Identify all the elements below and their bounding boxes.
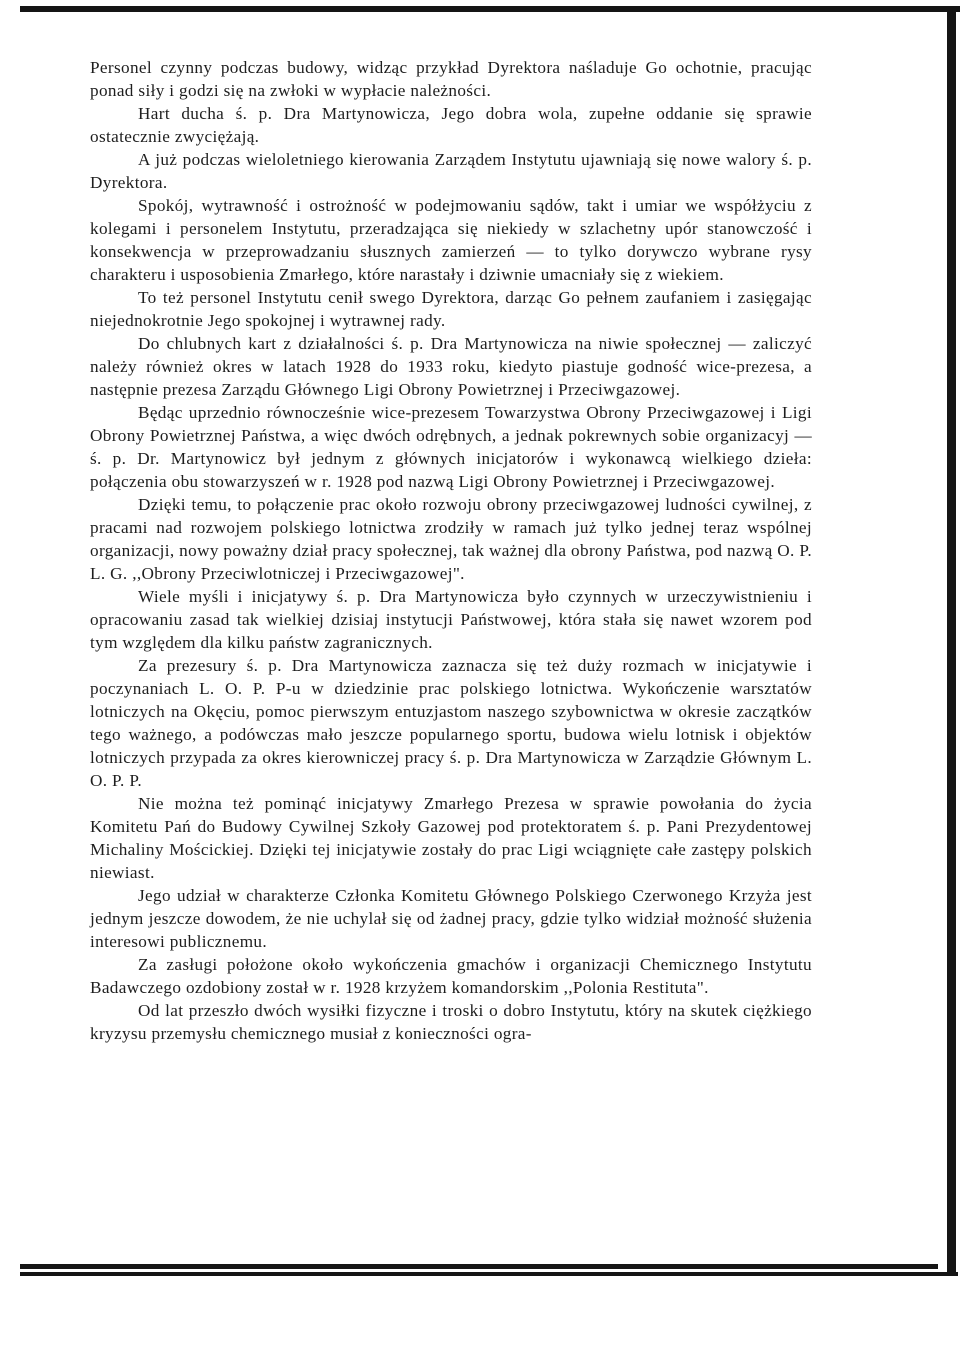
- paragraph: Za zasługi położone około wykończenia gmachów i organizacji Chemicznego Instytutu Badawczego ozdobiony został w r. 1928 krzyżem komandorskim ,,Polonia Restituta".: [90, 955, 812, 997]
- paragraph: Za prezesury ś. p. Dra Martynowicza zaznacza się też duży rozmach w inicjatywie i poczynaniach L. O. P. P-u w dziedzinie prac polskiego lotnictwa. Wykończenie warsztatów lotniczych na Okęciu, pomoc pierwszym entuzjastom naszego szybownictwa w okresie zaczątków tego ważnego, a podówczas mało jeszcze popularnego sportu, budowa wielu lotnisk i objektów lotniczych przypada za okres kierowniczej pracy ś. p. Dra Martynowicza w Zarządzie Głównym L. O. P. P.: [90, 656, 812, 790]
- paragraph: Personel czynny podczas budowy, widząc przykład Dyrektora naśladuje Go ochotnie, pracując ponad siły i godzi się na zwłoki w wypłacie należności.: [90, 58, 812, 100]
- top-border-rule: [20, 6, 960, 12]
- bottom-border-rule: [20, 1264, 938, 1269]
- paragraph: Dzięki temu, to połączenie prac około rozwoju obrony przeciwgazowej ludności cywilnej, z pracami nad rozwojem polskiego lotnictwa zrodziły w ramach już tylko jednej teraz wspólnej organizacji, nowy poważny dział pracy społecznej, tak ważnej dla obrony Państwa, pod nazwą O. P. L. G. ,,Obrony Przeciwlotniczej i Przeciwgazowej".: [90, 495, 812, 583]
- paragraph: Będąc uprzednio równocześnie wice-prezesem Towarzystwa Obrony Przeciwgazowej i Ligi Obrony Powietrznej Państwa, a więc dwóch odrębnych, a jednak pokrewnych sobie organizacyj — ś. p. Dr. Martynowicz był jednym z głównych inicjatorów i wykonawcą wielkiego dzieła: połączenia obu stowarzyszeń w r. 1928 pod nazwą Ligi Obrony Powietrznej i Przeciwgazowej.: [90, 403, 812, 491]
- paragraph: Do chlubnych kart z działalności ś. p. Dra Martynowicza na niwie społecznej — zaliczyć należy również okres w latach 1928 do 1933 roku, kiedyto piastuje godność wice-prezesa, a następnie prezesa Zarządu Głównego Ligi Obrony Powietrznej i Przeciwgazowej.: [90, 334, 812, 399]
- paragraph: Wiele myśli i inicjatywy ś. p. Dra Martynowicza było czynnych w urzeczywistnieniu i opracowaniu zasad tak wielkiej dzisiaj instytucji Państwowej, która stała się nawet wzorem pod tym względem dla kilku państw zagranicznych.: [90, 587, 812, 652]
- paragraph: Hart ducha ś. p. Dra Martynowicza, Jego dobra wola, zupełne oddanie się sprawie ostatecznie zwyciężają.: [90, 104, 812, 146]
- paragraph: A już podczas wieloletniego kierowania Zarządem Instytutu ujawniają się nowe walory ś. p. Dyrektora.: [90, 150, 812, 192]
- paragraph: Od lat przeszło dwóch wysiłki fizyczne i troski o dobro Instytutu, który na skutek ciężkiego kryzysu przemysłu chemicznego musiał z konieczności ogra-: [90, 1001, 812, 1043]
- bottom-border-rule-secondary: [20, 1272, 958, 1276]
- paragraph: To też personel Instytutu cenił swego Dyrektora, darząc Go pełnem zaufaniem i zasięgając niejednokrotnie Jego spokojnej i wytrawnej rady.: [90, 288, 812, 330]
- document-body: [90, 56, 812, 1045]
- paragraph: Nie można też pominąć inicjatywy Zmarłego Prezesa w sprawie powołania do życia Komitetu Pań do Budowy Cywilnej Szkoły Gazowej pod protektoratem ś. p. Pani Prezydentowej Michaliny Mościckiej. Dzięki tej inicjatywie zostały do prac Ligi wciągnięte całe zastępy polskich niewiast.: [90, 794, 812, 882]
- right-border-rule: [947, 6, 956, 1276]
- paragraph: Jego udział w charakterze Członka Komitetu Głównego Polskiego Czerwonego Krzyża jest jednym jeszcze dowodem, że nie uchylał się od żadnej pracy, gdzie tylko widział możność służenia interesowi publicznemu.: [90, 886, 812, 951]
- paragraph: Spokój, wytrawność i ostrożność w podejmowaniu sądów, takt i umiar we współżyciu z kolegami i personelem Instytutu, przeradzająca się niekiedy w szlachetny upór stanowczość i konsekwencja w przeprowadzaniu słusznych zamierzeń — to tylko dorywczo wybrane rysy charakteru i usposobienia Zmarłego, które narastały i dziwnie umacniały się z wiekiem.: [90, 196, 812, 284]
